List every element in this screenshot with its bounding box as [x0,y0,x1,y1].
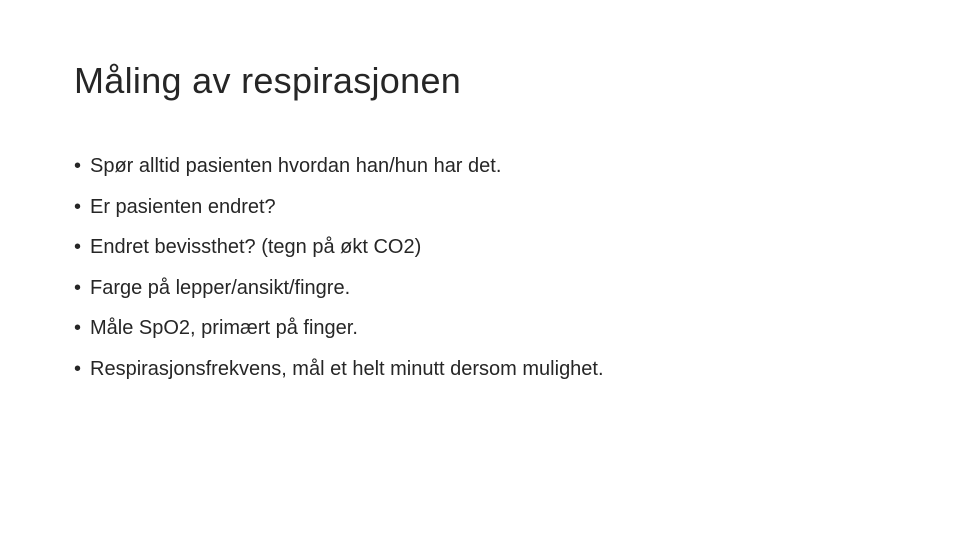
bullet-text: Er pasienten endret? [90,195,276,218]
bullet-list [74,146,604,389]
bullet-dot: • [74,317,82,339]
bullet-dot: • [74,155,82,177]
bullet-dot: • [74,357,82,380]
bullet-dot: • [74,276,82,299]
bullet-text: Respirasjonsfrekvens, mål et helt minutt dersom mulighet. [90,357,604,380]
bullet-item [74,146,604,187]
bullet-text: Endret bevissthet? (tegn på økt CO2) [90,236,422,258]
bullet-text: Måle SpO2, primært på finger. [90,317,358,339]
bullet-item [74,227,604,268]
bullet-text: Spør alltid pasienten hvordan han/hun har det. [90,155,502,177]
bullet-dot: • [74,195,82,218]
bullet-item [74,349,604,390]
bullet-dot: • [74,236,82,258]
bullet-item [74,268,604,309]
slide-title: Måling av respirasjonen [74,60,462,101]
bullet-item [74,187,604,228]
bullet-text: Farge på lepper/ansikt/fingre. [90,276,351,299]
bullet-item [74,308,604,349]
